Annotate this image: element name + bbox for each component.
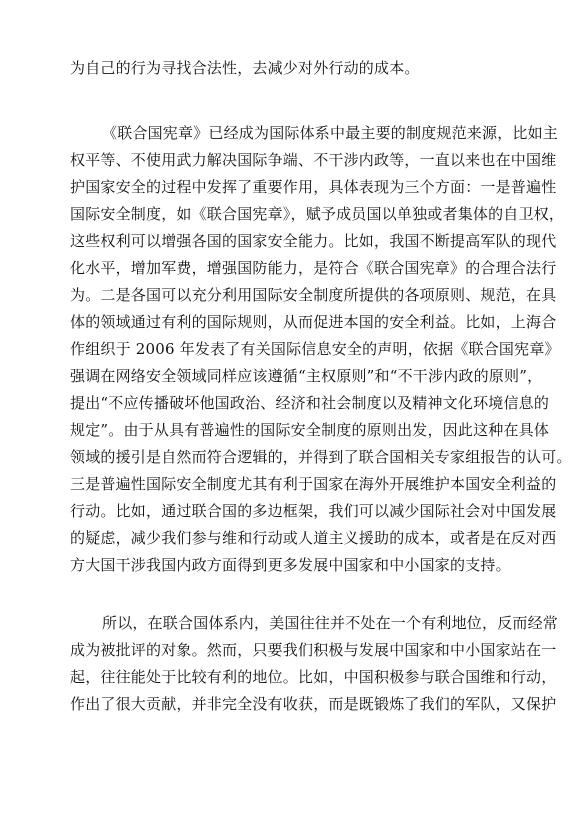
paragraph-3-line-4: 作出了很大贡献，并非完全没有收获，而是既锻炼了我们的军队，又保护 [70, 695, 557, 713]
paragraph-3-line-2: 成为被批评的对象。然而，只要我们积极与发展中国家和中小国家站在一 [70, 641, 557, 659]
paragraph-3-line-3: 起，往往能处于比较有利的地位。比如，中国积极参与联合国维和行动， [70, 668, 557, 686]
paragraph-2-line-15: 行动。比如，通过联合国的多边框架，我们可以减少国际社会对中国发展 [70, 502, 557, 520]
paragraph-2-line-1: 《联合国宪章》已经成为国际体系中最主要的制度规范来源，比如主 [102, 124, 559, 142]
paragraph-2-line-8: 体的领域通过有利的国际规则，从而促进本国的安全利益。比如，上海合 [70, 313, 557, 331]
paragraph-2-line-2: 权平等、不使用武力解决国际争端、不干涉内政等，一直以来也在中国维 [70, 151, 557, 169]
paragraph-2-line-11: 提出“不应传播破坏他国政治、经济和社会制度以及精神文化环境信息的 [70, 394, 550, 412]
paragraph-2-line-4: 国际安全制度，如《联合国宪章》，赋予成员国以单独或者集体的自卫权， [70, 205, 565, 223]
paragraph-2-line-5: 这些权利可以增强各国的国家安全能力。比如，我国不断提高军队的现代 [70, 232, 557, 250]
paragraph-2-line-13: 领域的援引是自然而符合逻辑的，并得到了联合国相关专家组报告的认可。 [70, 448, 572, 466]
paragraph-2-line-10: 强调在网络安全领域同样应该遵循“主权原则”和“不干涉内政的原则”， [70, 367, 543, 385]
paragraph-1-line-1: 为自己的行为寻找合法性，去减少对外行动的成本。 [70, 59, 420, 77]
paragraph-2-line-12: 规定”。由于从具有普遍性的国际安全制度的原则出发，因此这种在具体 [70, 421, 550, 439]
paragraph-2-line-7: 为。二是各国可以充分利用国际安全制度所提供的各项原则、规范，在具 [70, 286, 557, 304]
paragraph-2-line-3: 护国家安全的过程中发挥了重要作用，具体表现为三个方面：一是普遍性 [70, 178, 557, 196]
paragraph-2-line-6: 化水平，增加军费，增强国防能力，是符合《联合国宪章》的合理合法行 [70, 259, 557, 277]
paragraph-3-line-1: 所以，在联合国体系内，美国往往并不处在一个有利地位，反而经常 [102, 614, 559, 632]
paragraph-2-line-17: 方大国干涉我国内政方面得到更多发展中国家和中小国家的支持。 [70, 556, 511, 574]
paragraph-2-line-14: 三是普遍性国际安全制度尤其有利于国家在海外开展维护本国安全利益的 [70, 475, 557, 493]
paragraph-2-line-9: 作组织于 2006 年发表了有关国际信息安全的声明，依据《联合国宪章》 [70, 340, 560, 358]
paragraph-2-line-16: 的疑虑，减少我们参与维和行动或人道主义援助的成本，或者是在反对西 [70, 529, 557, 547]
